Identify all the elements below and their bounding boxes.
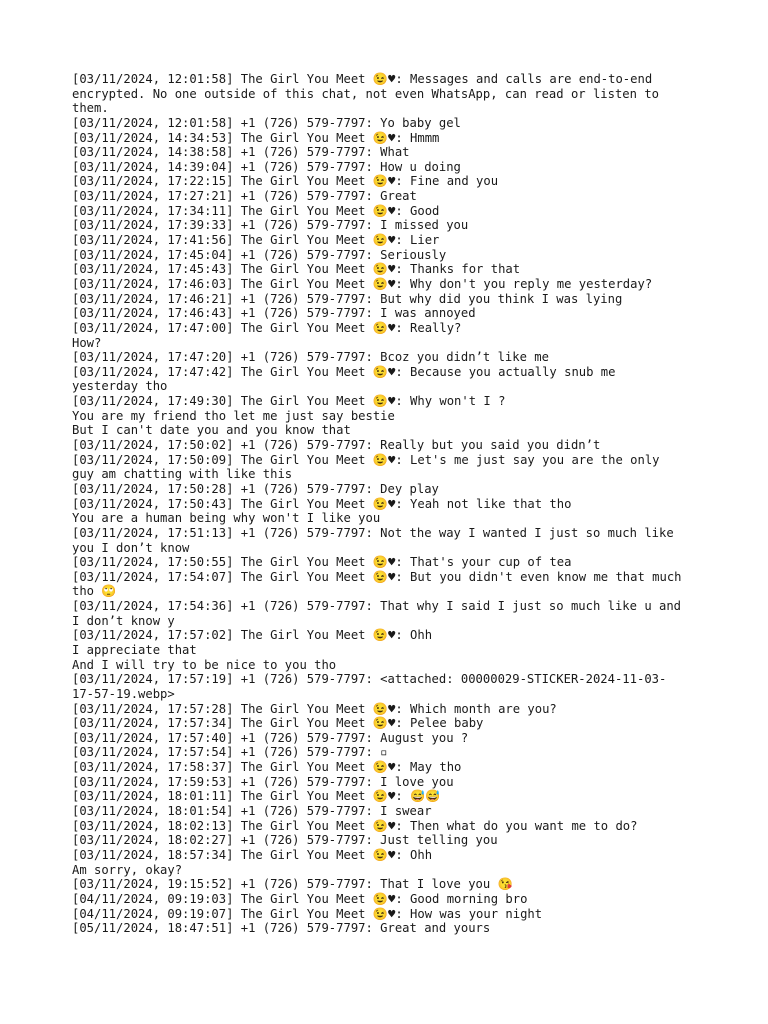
text-line: You are a human being why won't I like you	[72, 511, 381, 526]
text-line: [05/11/2024, 18:47:51] +1 (726) 579-7797: Great and yours	[72, 921, 491, 936]
text-line: [03/11/2024, 12:01:58] +1 (726) 579-7797: Yo baby gel	[72, 115, 461, 130]
text-line: guy am chatting with like this	[72, 467, 293, 482]
text-line: [03/11/2024, 17:57:54] +1 (726) 579-7797: ▫	[72, 745, 388, 760]
text-line: [03/11/2024, 17:57:40] +1 (726) 579-7797: August you ?	[72, 730, 469, 745]
text-line: [03/11/2024, 17:58:37] The Girl You Meet 😉♥: May tho	[72, 760, 462, 775]
text-line: [03/11/2024, 18:01:54] +1 (726) 579-7797: I swear	[72, 804, 432, 819]
text-line: [03/11/2024, 18:02:13] The Girl You Meet 😉♥: Then what do you want me to do?	[72, 818, 638, 833]
text-line: tho 🙄	[72, 584, 117, 599]
text-line: [03/11/2024, 17:27:21] +1 (726) 579-7797: Great	[72, 189, 417, 204]
text-line: I appreciate that	[72, 642, 197, 657]
text-line: yesterday tho	[72, 379, 168, 394]
text-line: [03/11/2024, 17:50:09] The Girl You Meet 😉♥: Let's me just say you are the only	[72, 452, 660, 467]
text-line: [03/11/2024, 17:47:42] The Girl You Meet 😉♥: Because you actually snub me	[72, 364, 616, 379]
text-line: [03/11/2024, 17:51:13] +1 (726) 579-7797: Not the way I wanted I just so much like	[72, 525, 674, 540]
text-line: [03/11/2024, 17:45:43] The Girl You Meet 😉♥: Thanks for that	[72, 262, 521, 277]
text-line: But I can't date you and you know that	[72, 423, 351, 438]
text-line: Am sorry, okay?	[72, 862, 183, 877]
text-line: [03/11/2024, 17:50:28] +1 (726) 579-7797: Dey play	[72, 481, 439, 496]
text-line: [03/11/2024, 17:34:11] The Girl You Meet 😉♥: Good	[72, 203, 440, 218]
text-line: [03/11/2024, 17:46:21] +1 (726) 579-7797: But why did you think I was lying	[72, 291, 623, 306]
text-line: [03/11/2024, 17:22:15] The Girl You Meet 😉♥: Fine and you	[72, 174, 499, 189]
text-line: [03/11/2024, 17:54:07] The Girl You Meet 😉♥: But you didn't even know me that much	[72, 569, 682, 584]
text-line: [03/11/2024, 17:49:30] The Girl You Meet 😉♥: Why won't I ?	[72, 394, 506, 409]
text-line: [03/11/2024, 17:46:43] +1 (726) 579-7797: I was annoyed	[72, 306, 476, 321]
text-line: you I don’t know	[72, 540, 190, 555]
text-line: [03/11/2024, 17:45:04] +1 (726) 579-7797: Seriously	[72, 247, 447, 262]
text-line: them.	[72, 101, 109, 116]
text-line: [03/11/2024, 12:01:58] The Girl You Meet 😉♥: Messages and calls are end-to-end	[72, 72, 653, 86]
text-line: 17-57-19.webp>	[72, 686, 175, 701]
text-line: [04/11/2024, 09:19:07] The Girl You Meet 😉♥: How was your night	[72, 906, 543, 921]
text-line: [03/11/2024, 17:39:33] +1 (726) 579-7797: I missed you	[72, 218, 469, 233]
text-line: [04/11/2024, 09:19:03] The Girl You Meet 😉♥: Good morning bro	[72, 891, 528, 906]
text-line: How?	[72, 335, 102, 350]
text-line: [03/11/2024, 17:50:43] The Girl You Meet 😉♥: Yeah not like that tho	[72, 496, 572, 511]
text-line: [03/11/2024, 17:47:00] The Girl You Meet 😉♥: Really?	[72, 320, 462, 335]
text-line: [03/11/2024, 14:34:53] The Girl You Meet 😉♥: Hmmm	[72, 130, 440, 145]
text-line: [03/11/2024, 17:57:34] The Girl You Meet 😉♥: Pelee baby	[72, 716, 484, 731]
text-line: [03/11/2024, 17:57:19] +1 (726) 579-7797: <attached: 00000029-STICKER-2024-11-03-	[72, 672, 667, 687]
chat-transcript-page	[72, 72, 702, 936]
text-line: [03/11/2024, 18:57:34] The Girl You Meet 😉♥: Ohh	[72, 847, 433, 862]
text-line: [03/11/2024, 17:46:03] The Girl You Meet 😉♥: Why don't you reply me yesterday?	[72, 276, 653, 291]
text-line: [03/11/2024, 14:38:58] +1 (726) 579-7797: What	[72, 145, 410, 160]
text-line: [03/11/2024, 17:41:56] The Girl You Meet 😉♥: Lier	[72, 233, 440, 248]
text-line: [03/11/2024, 17:50:55] The Girl You Meet 😉♥: That's your cup of tea	[72, 555, 572, 570]
text-line: [03/11/2024, 17:57:02] The Girl You Meet 😉♥: Ohh	[72, 628, 433, 643]
text-line: [03/11/2024, 19:15:52] +1 (726) 579-7797: That I love you 😘	[72, 877, 513, 892]
text-line: [03/11/2024, 18:01:11] The Girl You Meet 😉♥: 😅😅	[72, 789, 441, 804]
text-line: [03/11/2024, 17:57:28] The Girl You Meet 😉♥: Which month are you?	[72, 701, 557, 716]
text-line: [03/11/2024, 17:54:36] +1 (726) 579-7797: That why I said I just so much like u and	[72, 599, 682, 614]
text-line: [03/11/2024, 14:39:04] +1 (726) 579-7797: How u doing	[72, 159, 461, 174]
text-line: [03/11/2024, 17:50:02] +1 (726) 579-7797: Really but you said you didn’t	[72, 438, 601, 453]
text-line: You are my friend tho let me just say bestie	[72, 408, 395, 423]
text-line: encrypted. No one outside of this chat, not even WhatsApp, can read or listen to	[72, 86, 659, 101]
text-line: [03/11/2024, 17:47:20] +1 (726) 579-7797: Bcoz you didn’t like me	[72, 350, 549, 365]
text-line: And I will try to be nice to you tho	[72, 657, 337, 672]
text-line: [03/11/2024, 17:59:53] +1 (726) 579-7797: I love you	[72, 774, 454, 789]
text-line: I don’t know y	[72, 613, 175, 628]
text-line: [03/11/2024, 18:02:27] +1 (726) 579-7797: Just telling you	[72, 833, 498, 848]
